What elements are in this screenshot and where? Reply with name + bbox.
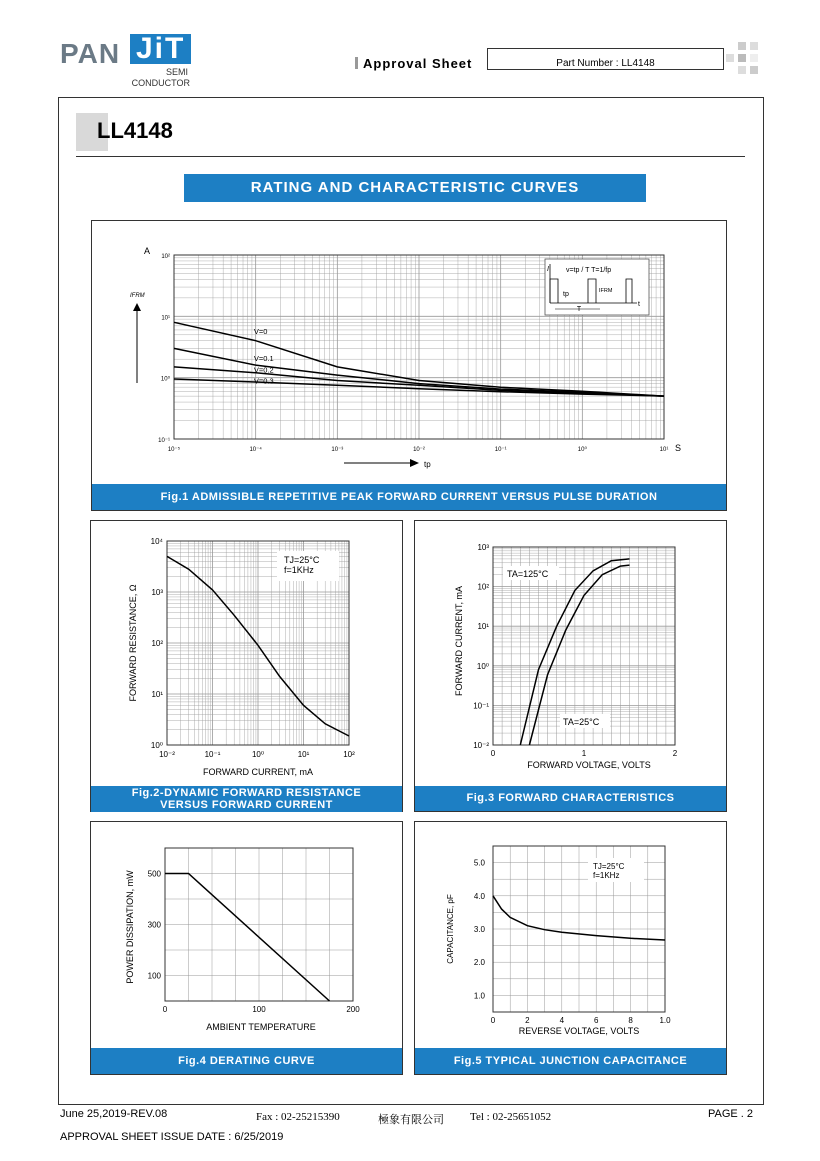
x-axis-label: FORWARD CURRENT, mA bbox=[203, 767, 313, 777]
y-tick-label: 10² bbox=[151, 639, 163, 648]
series-label: V=0.3 bbox=[253, 376, 274, 386]
y-tick-label: 2.0 bbox=[473, 958, 485, 968]
footer-tel: Tel : 02-25651052 bbox=[470, 1111, 552, 1123]
x-tick-label: 0 bbox=[162, 1005, 168, 1014]
approval-bar bbox=[355, 57, 358, 69]
series-line-1 bbox=[165, 874, 330, 1002]
y-tick-label: 500 bbox=[147, 869, 161, 879]
part-number-box bbox=[487, 48, 724, 70]
title-rule bbox=[76, 156, 745, 157]
x-axis-label: FORWARD VOLTAGE, VOLTS bbox=[527, 760, 651, 770]
y-tick-label: 10⁴ bbox=[150, 537, 163, 546]
fig5-panel bbox=[414, 821, 727, 1075]
footer-issue-date: APPROVAL SHEET ISSUE DATE : 6/25/2019 bbox=[60, 1131, 284, 1143]
x-tick-label: 200 bbox=[346, 1005, 360, 1014]
x-tick-label: 0 bbox=[490, 1016, 496, 1025]
series-label-hot: TA=125°C bbox=[507, 569, 549, 579]
x-tick-label: 2 bbox=[672, 749, 678, 758]
x-axis-label: AMBIENT TEMPERATURE bbox=[206, 1022, 316, 1032]
inset-i-label: I bbox=[547, 266, 549, 273]
fig2-panel bbox=[90, 520, 403, 812]
inset-t-label: t bbox=[638, 301, 640, 308]
y-tick-label: 300 bbox=[147, 920, 161, 930]
fig1-caption: Fig.1 ADMISSIBLE REPETITIVE PEAK FORWARD CURRENT VERSUS PULSE DURATION bbox=[92, 484, 726, 510]
series-label: V=0.2 bbox=[253, 365, 274, 375]
x-tick-label: 6 bbox=[593, 1016, 599, 1025]
x-tick-label: 1.0 bbox=[659, 1016, 671, 1025]
series-label: V=0.1 bbox=[253, 354, 274, 364]
x-tick-label: 10⁻⁴ bbox=[249, 447, 262, 453]
x-tick-label: 2 bbox=[525, 1016, 530, 1025]
y-axis-label: FORWARD CURRENT, mA bbox=[454, 586, 464, 696]
fig4-panel bbox=[90, 821, 403, 1075]
y-tick-label: 10¹ bbox=[161, 315, 170, 322]
approval-sheet-label: Approval Sheet bbox=[363, 56, 473, 71]
fig5-chart bbox=[415, 822, 726, 1047]
fig5-caption: Fig.5 TYPICAL JUNCTION CAPACITANCE bbox=[415, 1048, 726, 1074]
x-axis-label: REVERSE VOLTAGE, VOLTS bbox=[518, 1026, 640, 1036]
x-tick-label: 10⁰ bbox=[577, 447, 587, 453]
y-axis-label: POWER DISSIPATION, mW bbox=[125, 870, 135, 984]
footer-date-rev: June 25,2019-REV.08 bbox=[60, 1108, 168, 1120]
decor-squares-icon bbox=[726, 42, 762, 78]
y-tick-label: 10⁰ bbox=[160, 376, 170, 383]
x-tick-label: 10⁻³ bbox=[331, 447, 344, 453]
inset-T-label: T bbox=[576, 306, 582, 313]
footer-company: 極象有限公司 bbox=[378, 1114, 444, 1126]
series-label: V=0 bbox=[253, 326, 268, 336]
x-tick-label: 10⁻¹ bbox=[494, 447, 507, 453]
y-tick-label: 10⁰ bbox=[150, 741, 163, 750]
fig1-chart bbox=[92, 221, 726, 483]
x-tick-label: 100 bbox=[252, 1005, 266, 1014]
cond-freq: f=1KHz bbox=[593, 871, 620, 880]
fig3-chart bbox=[415, 521, 726, 785]
y-axis-label: IFRM bbox=[130, 293, 145, 299]
page-title: LL4148 bbox=[97, 118, 173, 143]
x-tick-label: 10⁰ bbox=[251, 750, 265, 759]
inset-formula: v=tp / T T=1/fp bbox=[566, 267, 612, 274]
y-unit-label: A bbox=[144, 246, 151, 256]
y-tick-label: 100 bbox=[147, 971, 161, 981]
x-tick-label: 10⁻⁵ bbox=[167, 447, 181, 453]
inset-tp-label: tp bbox=[563, 291, 569, 298]
fig2-caption-line2: VERSUS FORWARD CURRENT bbox=[160, 799, 333, 811]
logo-pan-text: PAN bbox=[60, 38, 121, 69]
inset-ifrm-label: IFRM bbox=[599, 288, 613, 294]
y-tick-label: 10³ bbox=[151, 588, 163, 597]
section-banner: RATING AND CHARACTERISTIC CURVES bbox=[184, 174, 646, 202]
logo-jit-text: JiT bbox=[130, 34, 191, 64]
cond-temp: TJ=25°C bbox=[593, 862, 625, 871]
x-tick-label: 1 bbox=[581, 749, 587, 758]
fig3-panel bbox=[414, 520, 727, 812]
fig1-panel bbox=[91, 220, 727, 511]
y-tick-label: 4.0 bbox=[473, 891, 485, 901]
x-tick-label: 0 bbox=[490, 749, 496, 758]
x-tick-label: 10⁻² bbox=[159, 750, 175, 759]
y-tick-label: 5.0 bbox=[473, 858, 485, 868]
y-tick-label: 10⁻² bbox=[473, 741, 489, 750]
y-tick-label: 10¹ bbox=[477, 622, 489, 632]
y-arrow-head-icon bbox=[133, 303, 141, 311]
fig4-caption: Fig.4 DERATING CURVE bbox=[91, 1048, 402, 1074]
x-tick-label: 8 bbox=[628, 1016, 633, 1025]
y-axis-label: FORWARD RESISTANCE, Ω bbox=[128, 584, 138, 702]
y-tick-label: 10⁻¹ bbox=[158, 438, 170, 444]
y-tick-label: 10² bbox=[161, 254, 170, 260]
x-tick-label: 10² bbox=[343, 750, 355, 759]
x-tick-label: 10¹ bbox=[659, 447, 669, 453]
logo-conductor: CONDUCTOR bbox=[131, 78, 190, 88]
footer-page: PAGE . 2 bbox=[708, 1108, 754, 1120]
x-tick-label: 10⁻¹ bbox=[204, 750, 221, 759]
fig4-chart bbox=[91, 822, 402, 1047]
fig2-chart bbox=[91, 521, 402, 785]
y-tick-label: 10⁰ bbox=[476, 661, 489, 671]
y-axis-label: CAPACITANCE, pF bbox=[446, 894, 455, 964]
y-tick-label: 3.0 bbox=[473, 925, 485, 934]
footer-fax: Fax : 02-25215390 bbox=[256, 1111, 340, 1123]
y-tick-label: 10³ bbox=[477, 543, 489, 552]
fig2-caption-line1: Fig.2-DYNAMIC FORWARD RESISTANCE bbox=[131, 787, 362, 799]
x-tick-label: 4 bbox=[559, 1016, 565, 1025]
cond-freq: f=1KHz bbox=[284, 565, 314, 575]
y-tick-label: 10² bbox=[477, 582, 489, 592]
y-tick-label: 10¹ bbox=[151, 690, 163, 699]
x-arrow-head-icon bbox=[410, 459, 419, 467]
fig3-caption: Fig.3 FORWARD CHARACTERISTICS bbox=[415, 786, 726, 811]
fig2-caption bbox=[91, 786, 402, 812]
x-tick-label: 10¹ bbox=[297, 750, 310, 759]
y-tick-label: 1.0 bbox=[473, 991, 485, 1001]
logo-semi: SEMI bbox=[165, 67, 188, 77]
x-axis-label: tp bbox=[424, 460, 431, 469]
series-label-cold: TA=25°C bbox=[563, 717, 600, 727]
part-number-text: Part Number : LL4148 bbox=[556, 58, 655, 69]
x-unit-label: S bbox=[675, 443, 682, 453]
cond-temp: TJ=25°C bbox=[284, 555, 320, 565]
x-tick-label: 10⁻² bbox=[413, 447, 425, 453]
y-tick-label: 10⁻¹ bbox=[473, 701, 489, 711]
